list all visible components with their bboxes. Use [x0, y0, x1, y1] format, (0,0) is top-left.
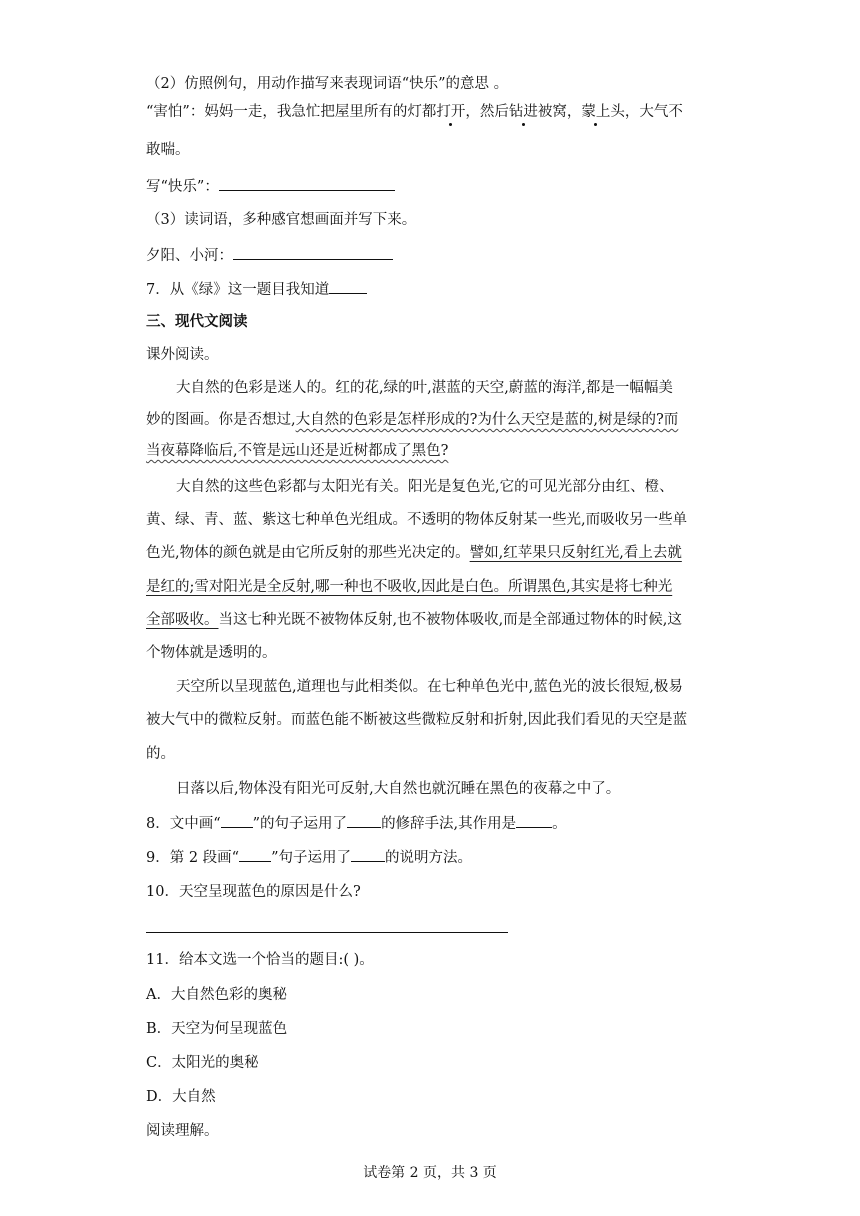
q10: 10．天空呈现蓝色的原因是什么? [146, 884, 361, 900]
q6-sub2: （2）仿照例句，用动作描写来表现词语“快乐”的意思 。 [146, 76, 509, 92]
passage-line: 色光,物体的颜色就是由它所反射的那些光决定的。譬如,红苹果只反射红光,看上去就 [146, 545, 682, 561]
q6-words-row: 夕阳、小河： [146, 245, 393, 266]
reading-label: 课外阅读。 [146, 347, 219, 363]
option-a[interactable]: A．大自然色彩的奥秘 [146, 987, 287, 1003]
passage-line: 大自然的这些色彩都与太阳光有关。阳光是复色光,它的可见光部分由红、橙、 [176, 479, 674, 495]
answer-blank[interactable] [329, 279, 367, 294]
answer-blank[interactable] [221, 813, 253, 828]
q6-example-cont: 敢喘。 [146, 142, 190, 158]
passage-line: 天空所以呈现蓝色,道理也与此相类似。在七种单色光中,蓝色光的波长很短,极易 [176, 679, 683, 695]
q6-sub3: （3）读词语，多种感官想画面并写下来。 [146, 212, 417, 228]
q11: 11．给本文选一个恰当的题目:( )。 [146, 952, 374, 968]
answer-line[interactable] [146, 932, 508, 933]
page-footer: 试卷第 2 页，共 3 页 [363, 1165, 497, 1181]
next-section-label: 阅读理解。 [146, 1123, 219, 1139]
answer-blank[interactable] [239, 847, 271, 862]
passage-line: 妙的图画。你是否想过,大自然的色彩是怎样形成的?为什么天空是蓝的,树是绿的?而 [146, 412, 679, 428]
passage-line [146, 441, 448, 461]
wavy-underlined-sentence: 大自然的色彩是怎样形成的?为什么天空是蓝的,树是绿的?而 [295, 412, 679, 428]
underlined-sentence: 是红的;雪对阳光是全反射,哪一种也不吸收,因此是白色。所谓黑色,其实是将七种光 [146, 579, 673, 595]
answer-blank[interactable] [233, 245, 393, 260]
underlined-sentence: 全部吸收。 [146, 612, 219, 628]
q9: 9．第 2 段画“ ”句子运用了 的说明方法。 [146, 847, 472, 868]
passage-line: 黄、绿、青、蓝、紫这七种单色光组成。不透明的物体反射某一些光,而吸收另一些单 [146, 512, 688, 528]
q6-write-row: 写“快乐”： [146, 176, 395, 197]
q7: 7．从《绿》这一题目我知道 [146, 279, 367, 300]
q8: 8．文中画“ ”的句子运用了 的修辞手法,其作用是 。 [146, 813, 567, 834]
passage-line: 大自然的色彩是迷人的。红的花,绿的叶,湛蓝的天空,蔚蓝的海洋,都是一幅幅美 [176, 380, 673, 396]
passage-line: 日落以后,物体没有阳光可反射,大自然也就沉睡在黑色的夜幕之中了。 [176, 781, 621, 797]
option-d[interactable]: D．大自然 [146, 1089, 216, 1105]
q6-example: “害怕”：妈妈一走，我急忙把屋里所有的灯都打开，然后钻进被窝，蒙上头，大气不 [146, 104, 683, 120]
answer-blank[interactable] [351, 847, 385, 862]
answer-blank[interactable] [219, 176, 395, 191]
wavy-underlined-sentence: 当夜幕降临后,不管是远山还是近树都成了黑色? [146, 443, 449, 459]
option-c[interactable]: C．太阳光的奥秘 [146, 1055, 259, 1071]
passage-line: 个物体就是透明的。 [146, 645, 277, 661]
passage-line: 被大气中的微粒反射。而蓝色能不断被这些微粒反射和折射,因此我们看见的天空是蓝 [146, 712, 688, 728]
passage-line: 的。 [146, 746, 175, 762]
option-b[interactable]: B．天空为何呈现蓝色 [146, 1021, 288, 1037]
section-title: 三、现代文阅读 [146, 314, 248, 330]
answer-blank[interactable] [516, 813, 552, 828]
passage-line: 全部吸收。当这七种光既不被物体反射,也不被物体吸收,而是全部通过物体的时候,这 [146, 612, 682, 628]
passage-line [146, 577, 672, 597]
answer-blank[interactable] [347, 813, 381, 828]
underlined-sentence: 譬如,红苹果只反射红光,看上去就 [469, 545, 682, 561]
